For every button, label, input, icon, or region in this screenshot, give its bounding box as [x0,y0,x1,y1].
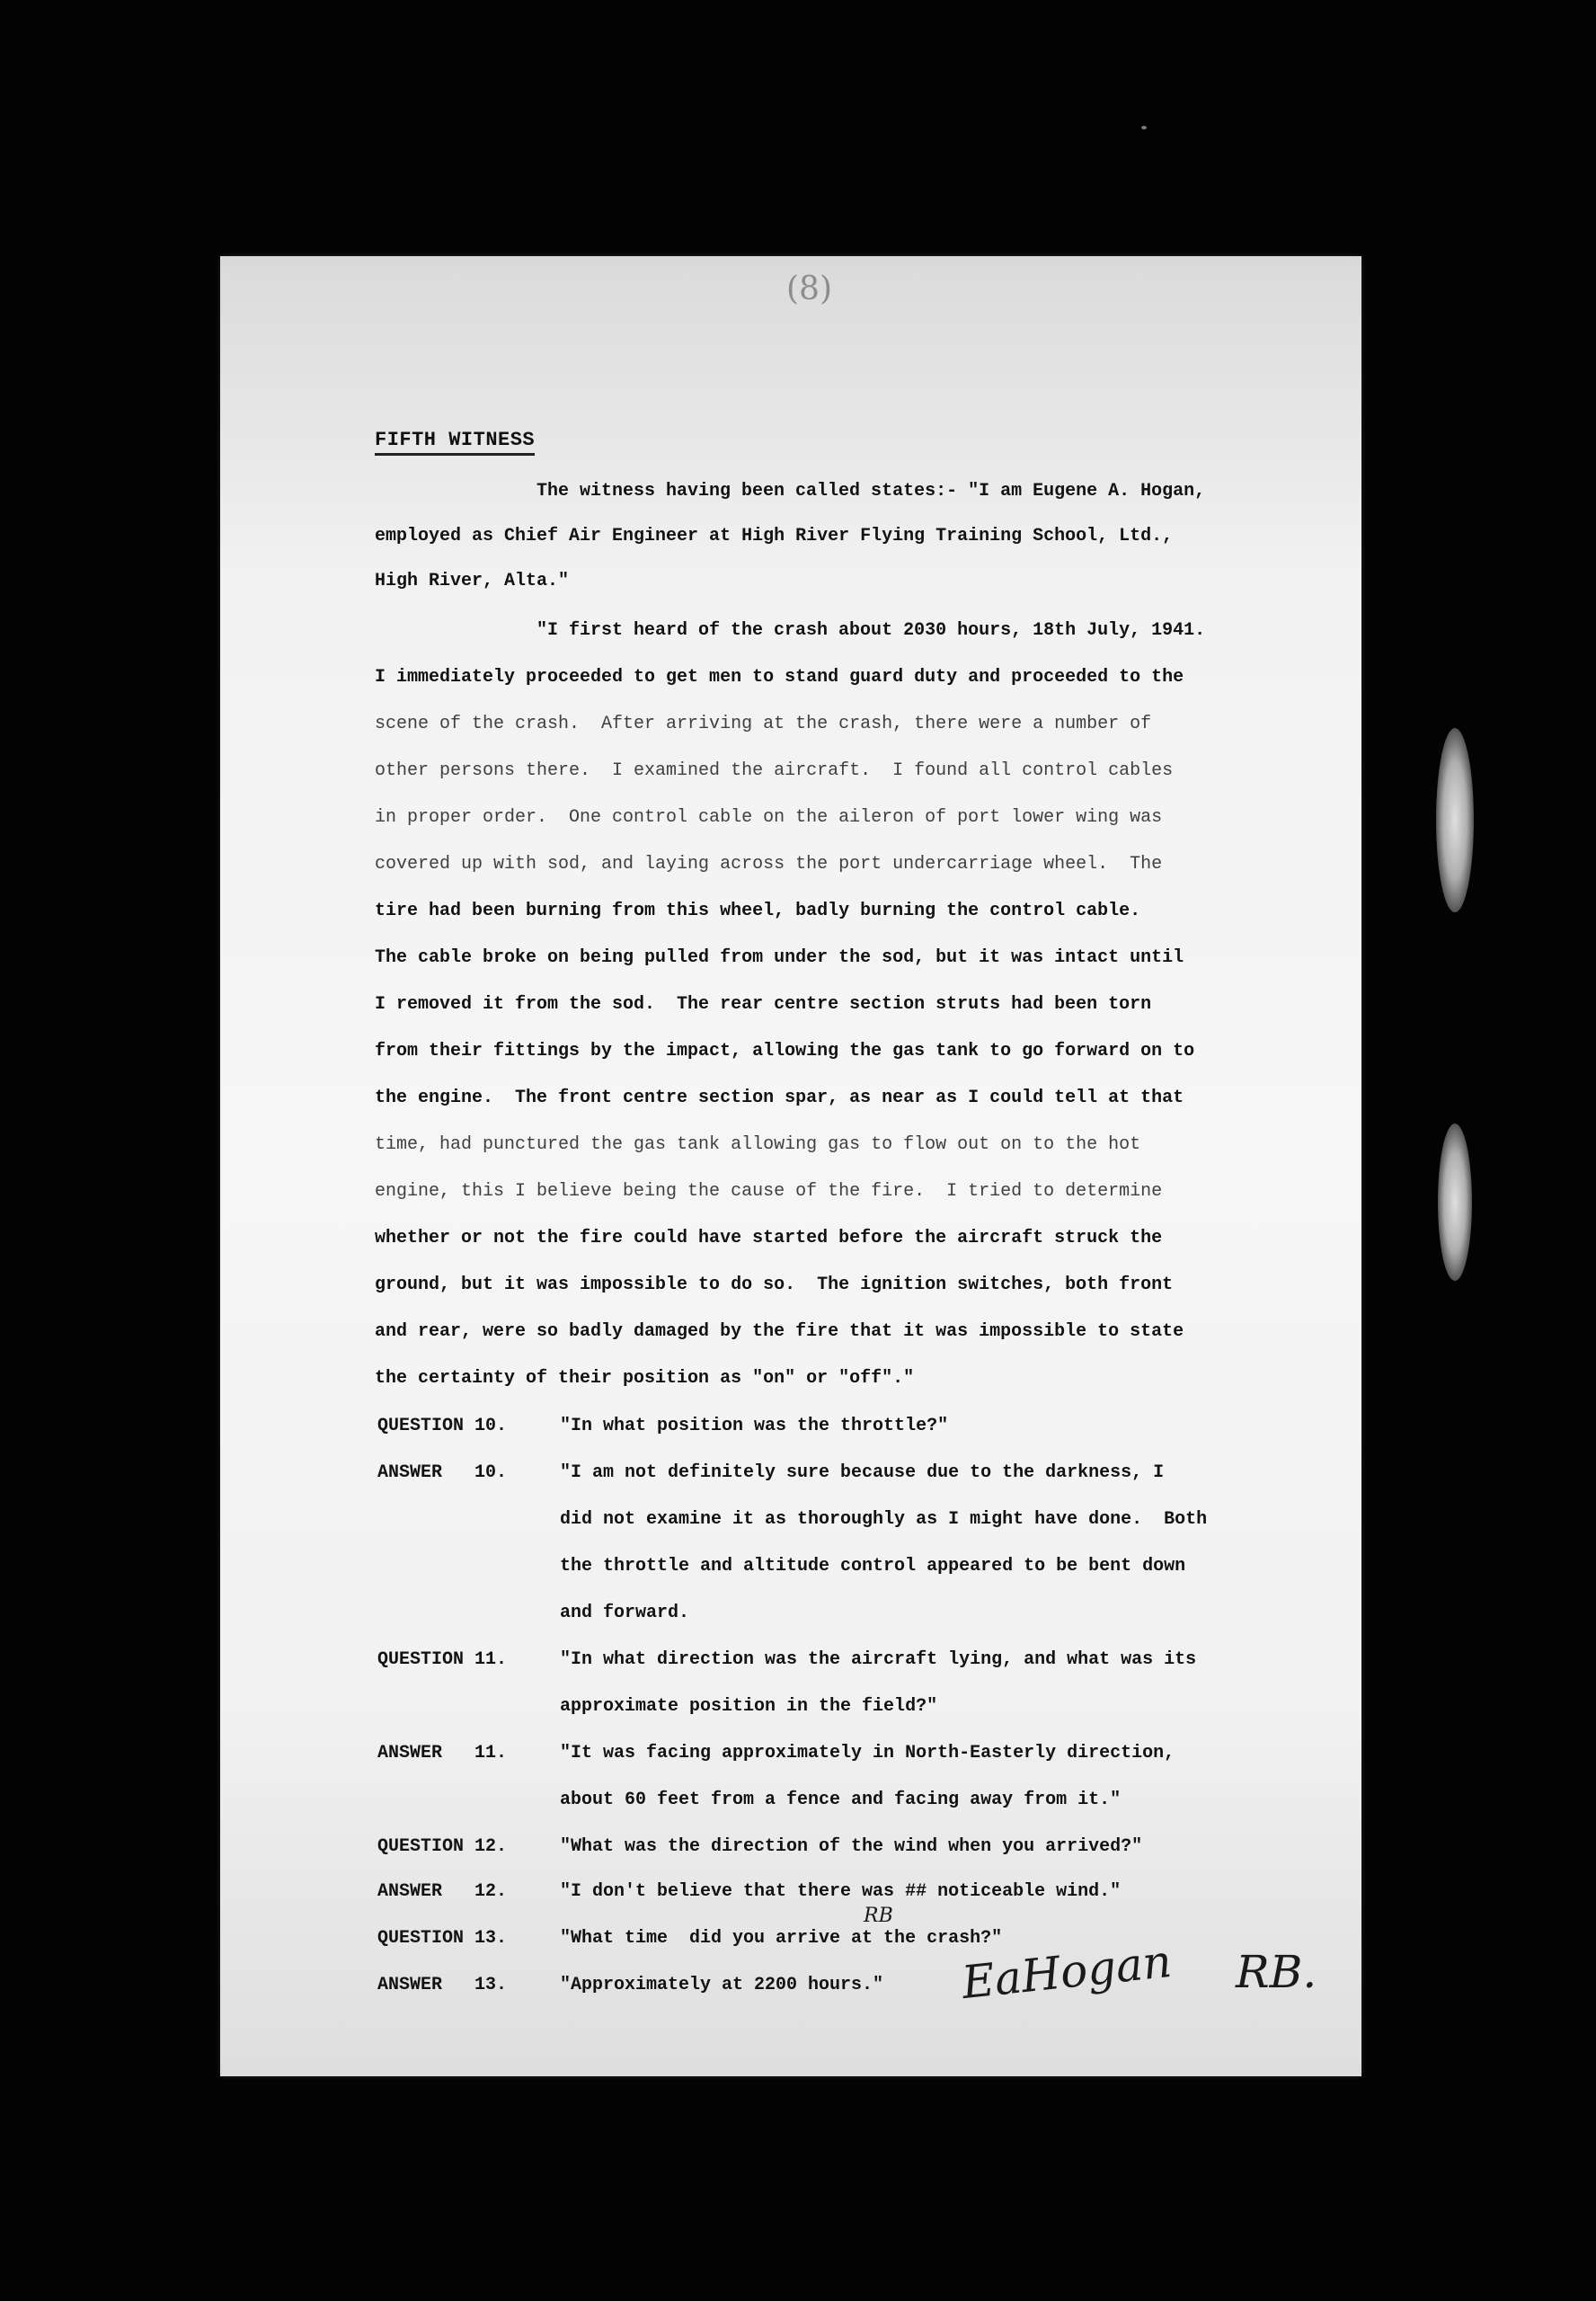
question-label: QUESTION 12. [377,1836,508,1857]
film-glare-upper [1436,728,1474,912]
text-line: tire had been burning from this wheel, badly burning the control cable. [375,901,1141,921]
text-line: whether or not the fire could have started before the aircraft struck the [375,1228,1163,1248]
answer-text: did not examine it as thoroughly as I might have done. Both [560,1509,1208,1530]
text-line: ground, but it was impossible to do so. The ignition switches, both front [375,1275,1174,1295]
section-heading: FIFTH WITNESS [375,429,535,456]
question-label: QUESTION 11. [377,1649,508,1670]
question-text: "What was the direction of the wind when you arrived?" [560,1836,1143,1857]
text-line: scene of the crash. After arriving at the crash, there were a number of [375,714,1152,734]
text-line: time, had punctured the gas tank allowing gas to flow out on to the hot [375,1134,1141,1155]
question-text: "In what direction was the aircraft lying, and what was its [560,1649,1197,1670]
text-line: the engine. The front centre section spar, as near as I could tell at that [375,1088,1184,1108]
answer-label: ANSWER 12. [377,1881,508,1902]
text-line: other persons there. I examined the aircraft. I found all control cables [375,760,1174,781]
text-line: I removed it from the sod. The rear centre section struts had been torn [375,994,1152,1015]
answer-text: "Approximately at 2200 hours." [560,1975,884,1995]
answer-label: ANSWER 10. [377,1462,508,1483]
question-text: "What time did you arrive at the crash?" [560,1928,1003,1949]
text-line: employed as Chief Air Engineer at High River Flying Training School, Ltd., [375,526,1174,546]
answer-text: about 60 feet from a fence and facing away from it." [560,1790,1122,1810]
text-line: engine, this I believe being the cause of the fire. I tried to determine [375,1181,1163,1202]
text-line: covered up with sod, and laying across the port undercarriage wheel. The [375,854,1163,875]
text-line: The witness having been called states:- "I am Eugene A. Hogan, [536,481,1206,502]
document-page [220,256,1361,2076]
text-line: The cable broke on being pulled from under the sod, but it was intact until [375,947,1184,968]
signature: EaHogan [959,1934,1175,2010]
answer-text: and forward. [560,1603,690,1623]
text-line: in proper order. One control cable on the aileron of port lower wing was [375,807,1163,828]
answer-text: "I am not definitely sure because due to the darkness, I [560,1462,1165,1483]
question-text: "In what position was the throttle?" [560,1416,949,1436]
answer-label: ANSWER 13. [377,1975,508,1995]
question-text: approximate position in the field?" [560,1696,938,1717]
question-label: QUESTION 13. [377,1928,508,1949]
text-line: and rear, were so badly damaged by the fire that it was impossible to state [375,1321,1184,1342]
answer-text: "I don't believe that there was ## noticeable wind." [560,1881,1122,1902]
text-line: High River, Alta." [375,571,570,591]
question-label: QUESTION 10. [377,1416,508,1436]
text-line: "I first heard of the crash about 2030 hours, 18th July, 1941. [536,620,1206,641]
page-number: (8) [786,271,832,307]
answer-text: the throttle and altitude control appeared to be bent down [560,1556,1186,1577]
answer-text: "It was facing approximately in North-Easterly direction, [560,1743,1175,1764]
dust-speck [1141,126,1147,129]
initials: RB. [1236,1946,1317,1998]
text-line: the certainty of their position as "on" or "off"." [375,1368,915,1389]
text-line: I immediately proceeded to get men to stand guard duty and proceeded to the [375,667,1184,688]
answer-label: ANSWER 11. [377,1743,508,1764]
film-glare-lower [1438,1124,1472,1281]
text-line: from their fittings by the impact, allowing the gas tank to go forward on to [375,1041,1195,1062]
margin-initials: RB [864,1905,893,1927]
